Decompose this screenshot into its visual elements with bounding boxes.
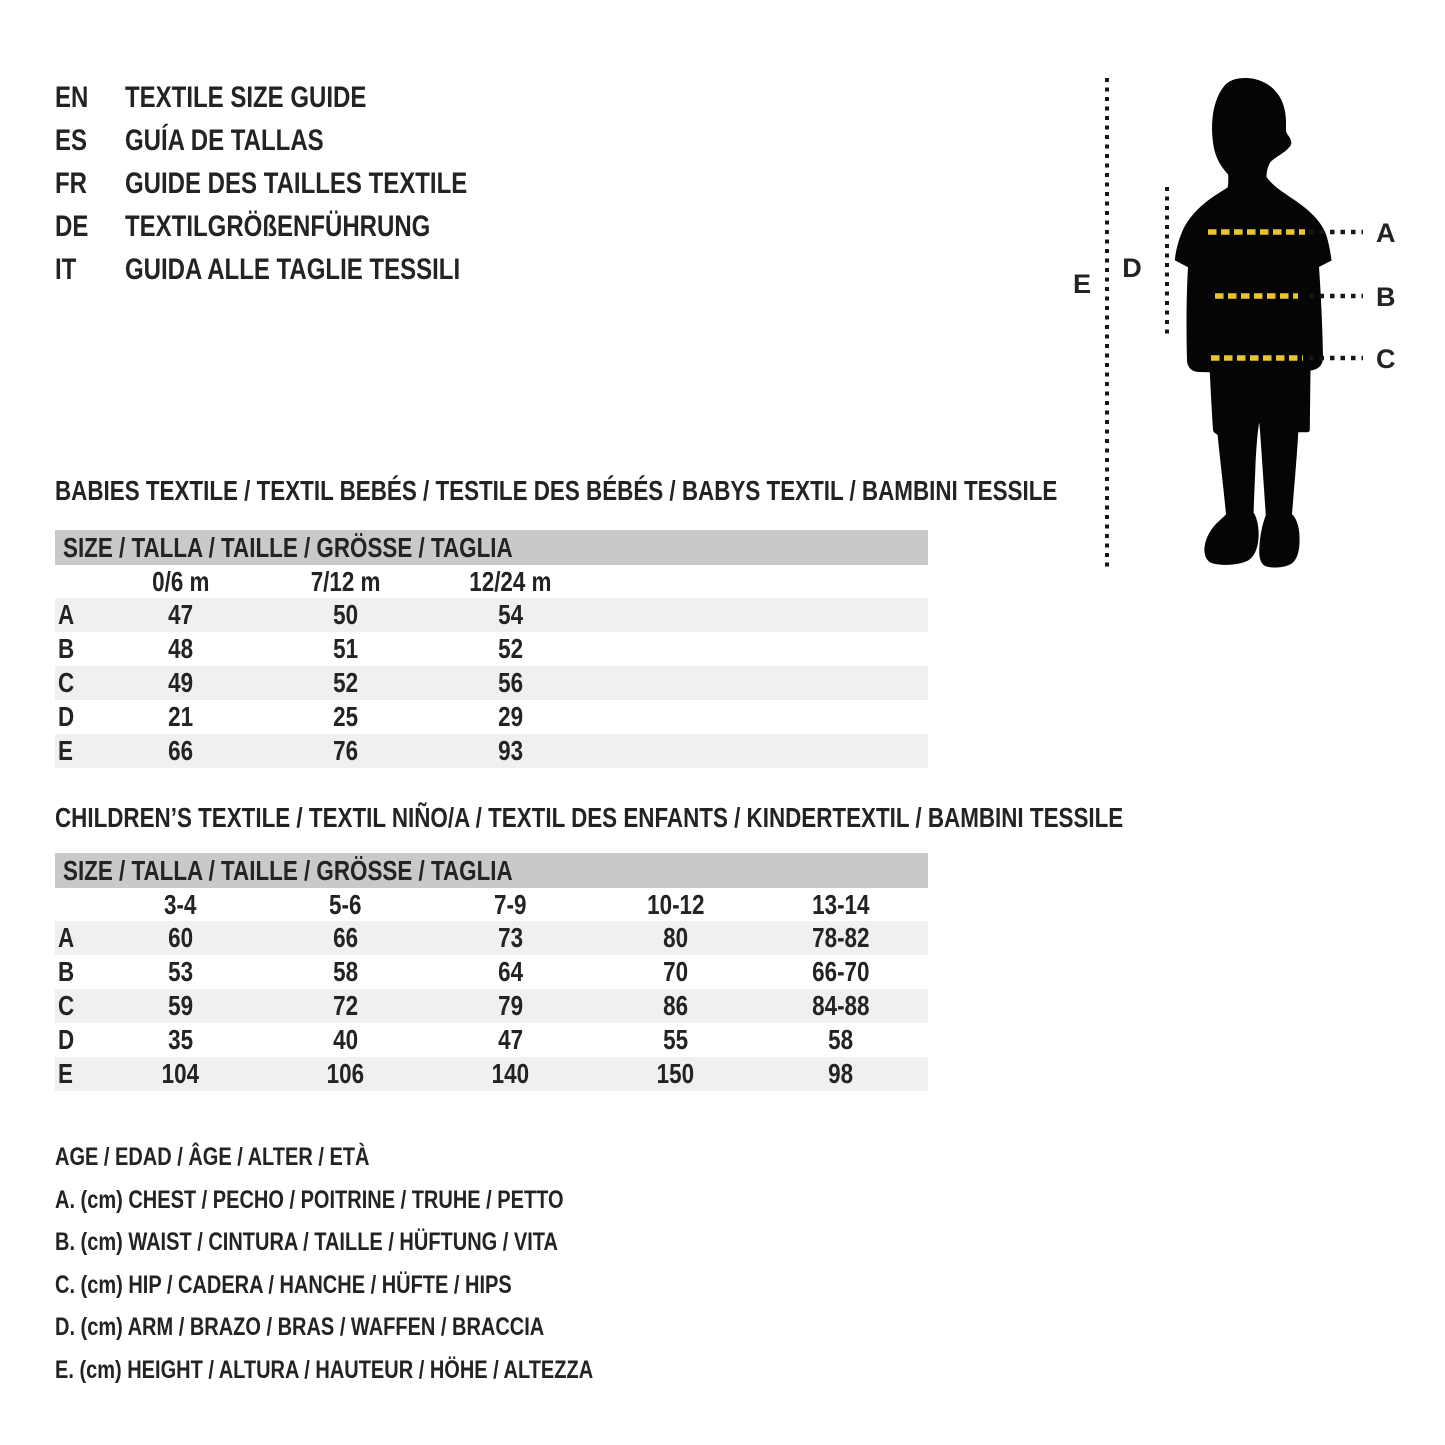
cell-value-text: 78-82 — [811, 922, 870, 953]
children-table-body — [55, 888, 928, 1091]
cell-value-text: 84-88 — [811, 990, 870, 1021]
language-code — [55, 119, 125, 162]
cell-value — [98, 1057, 263, 1091]
language-code-text: EN — [55, 81, 89, 114]
column-header-text: 7-9 — [494, 889, 527, 920]
column-header-text: 7/12 m — [310, 566, 381, 597]
babies-size-header-text: SIZE / TALLA / TAILLE / GRÖSSE / TAGLIA — [63, 532, 513, 563]
cell-value-text: 60 — [168, 922, 193, 953]
legend-line-text: C. (cm) HIP / CADERA / HANCHE / HÜFTE / HIPS — [55, 1270, 512, 1299]
cell-value — [593, 1057, 758, 1091]
table-row — [55, 598, 928, 632]
cell-value — [593, 989, 758, 1023]
cell-value-text: 98 — [828, 1058, 853, 1089]
language-code-text: FR — [55, 167, 87, 200]
cell-value-text: 52 — [333, 667, 358, 698]
cell-value — [98, 598, 263, 632]
children-size-header-text: SIZE / TALLA / TAILLE / GRÖSSE / TAGLIA — [63, 855, 513, 886]
table-row — [55, 666, 928, 700]
language-title-text: TEXTILGRÖßENFÜHRUNG — [125, 210, 431, 243]
cell-value — [98, 955, 263, 989]
language-title-text: GUIDE DES TAILLES TEXTILE — [125, 167, 468, 200]
cell-value — [428, 598, 593, 632]
column-header-text: 10-12 — [646, 889, 705, 920]
cell-value — [593, 1023, 758, 1057]
cell-value — [98, 921, 263, 955]
cell-value-text: 47 — [498, 1024, 523, 1055]
table-row — [55, 700, 928, 734]
language-title — [125, 76, 427, 119]
size-columns-row — [55, 888, 928, 921]
cell-value — [428, 734, 593, 768]
silhouette-svg — [1070, 70, 1410, 580]
cell-value-text: 73 — [498, 922, 523, 953]
row-label-text: D — [58, 1024, 75, 1055]
cell-value-text: 66 — [333, 922, 358, 953]
language-code — [55, 162, 125, 205]
row-label — [55, 989, 98, 1023]
cell-value-text: 48 — [168, 633, 193, 664]
cell-value-text: 51 — [333, 633, 358, 664]
language-title — [125, 205, 507, 248]
row-label-text: C — [58, 667, 75, 698]
children-section-title — [55, 803, 1390, 833]
row-label-text: E — [58, 1058, 73, 1089]
babies-table-body — [55, 565, 928, 768]
column-header-text: 13-14 — [811, 889, 870, 920]
legend-line — [55, 1136, 728, 1179]
table-row — [55, 955, 928, 989]
row-label — [55, 700, 98, 734]
legend-line-text: E. (cm) HEIGHT / ALTURA / HAUTEUR / HÖHE / ALTEZZA — [55, 1355, 594, 1384]
size-columns-row — [55, 565, 928, 598]
language-code — [55, 205, 125, 248]
language-code-text: ES — [55, 124, 88, 157]
cell-value — [263, 598, 428, 632]
cell-value-text: 49 — [168, 667, 193, 698]
size-columns-spacer — [55, 565, 98, 598]
language-row — [55, 162, 553, 205]
cell-value-text: 53 — [168, 956, 193, 987]
cell-value-text: 21 — [168, 701, 193, 732]
language-title-list — [55, 76, 553, 291]
cell-value — [428, 955, 593, 989]
cell-value — [428, 632, 593, 666]
cell-value — [98, 989, 263, 1023]
row-label-text: B — [58, 956, 75, 987]
cell-value — [758, 921, 923, 955]
table-row — [55, 989, 928, 1023]
column-header — [593, 888, 758, 921]
cell-value-text: 47 — [168, 599, 193, 630]
language-title — [125, 248, 544, 291]
legend-line-text: D. (cm) ARM / BRAZO / BRAS / WAFFEN / BRACCIA — [55, 1313, 545, 1341]
column-header — [428, 565, 593, 598]
figure-label-A: A — [1376, 218, 1396, 248]
language-title-text: TEXTILE SIZE GUIDE — [125, 81, 367, 114]
row-label — [55, 921, 98, 955]
cell-value — [98, 666, 263, 700]
table-row — [55, 1023, 928, 1057]
cell-value-text: 76 — [333, 735, 358, 766]
language-code-text: IT — [55, 253, 77, 286]
cell-value-text: 40 — [333, 1024, 358, 1055]
cell-value — [263, 734, 428, 768]
column-header — [428, 888, 593, 921]
figure-label-E: E — [1073, 269, 1092, 299]
cell-value — [98, 734, 263, 768]
figure-label-D: D — [1122, 253, 1142, 283]
child-silhouette — [1175, 78, 1332, 568]
cell-value-text: 104 — [161, 1058, 200, 1089]
table-row — [55, 921, 928, 955]
column-header-text: 5-6 — [329, 889, 362, 920]
figure-label-C: C — [1376, 344, 1396, 374]
cell-value — [758, 989, 923, 1023]
cell-value-text: 64 — [498, 956, 523, 987]
cell-value — [263, 989, 428, 1023]
children-size-table — [55, 853, 928, 1091]
column-header — [98, 565, 263, 598]
cell-value-text: 25 — [333, 701, 358, 732]
cell-value — [758, 955, 923, 989]
row-label — [55, 632, 98, 666]
cell-value-text: 35 — [168, 1024, 193, 1055]
cell-value-text: 52 — [498, 633, 523, 664]
cell-value-text: 150 — [656, 1058, 695, 1089]
cell-value — [98, 1023, 263, 1057]
size-columns-spacer — [55, 888, 98, 921]
table-row — [55, 1057, 928, 1091]
column-header — [263, 565, 428, 598]
cell-value-text: 58 — [828, 1024, 853, 1055]
cell-value — [593, 955, 758, 989]
language-row — [55, 248, 553, 291]
language-row — [55, 205, 553, 248]
cell-value-text: 59 — [168, 990, 193, 1021]
cell-value-text: 29 — [498, 701, 523, 732]
row-label-text: D — [58, 701, 75, 732]
language-title-text: GUÍA DE TALLAS — [125, 124, 324, 157]
cell-value-text: 66 — [168, 735, 193, 766]
language-row — [55, 119, 553, 162]
cell-value — [263, 632, 428, 666]
cell-value-text: 50 — [333, 599, 358, 630]
legend-line-text: B. (cm) WAIST / CINTURA / TAILLE / HÜFTUNG / VITA — [55, 1228, 558, 1256]
cell-value — [428, 921, 593, 955]
cell-value — [98, 632, 263, 666]
babies-section-title-text: BABIES TEXTILE / TEXTIL BEBÉS / TESTILE DES BÉBÉS / BABYS TEXTIL / BAMBINI TESSILE — [55, 475, 1058, 506]
row-label — [55, 598, 98, 632]
table-row — [55, 734, 928, 768]
cell-value — [758, 1023, 923, 1057]
language-code-text: DE — [55, 210, 89, 243]
cell-value-text: 79 — [498, 990, 523, 1021]
language-code — [55, 248, 125, 291]
cell-value-text: 140 — [491, 1058, 530, 1089]
cell-value — [428, 989, 593, 1023]
legend-line — [55, 1306, 728, 1349]
cell-value — [758, 1057, 923, 1091]
column-header-text: 12/24 m — [469, 566, 552, 597]
cell-value-text: 70 — [663, 956, 688, 987]
cell-value-text: 58 — [333, 956, 358, 987]
cell-value-text: 54 — [498, 599, 523, 630]
column-header-text: 0/6 m — [151, 566, 210, 597]
cell-value-text: 55 — [663, 1024, 688, 1055]
cell-value — [428, 1023, 593, 1057]
babies-size-table — [55, 530, 928, 768]
cell-value-text: 56 — [498, 667, 523, 698]
row-label-text: E — [58, 735, 73, 766]
measurement-legend — [55, 1136, 728, 1391]
row-label — [55, 955, 98, 989]
cell-value — [263, 955, 428, 989]
legend-line — [55, 1179, 728, 1222]
cell-value — [263, 1057, 428, 1091]
column-header-text: 3-4 — [164, 889, 197, 920]
cell-value-text: 93 — [498, 735, 523, 766]
row-label — [55, 1023, 98, 1057]
cell-value — [263, 1023, 428, 1057]
figure-label-B: B — [1376, 282, 1396, 312]
cell-value — [593, 921, 758, 955]
child-silhouette-figure — [1070, 70, 1410, 580]
row-label-text: C — [58, 990, 75, 1021]
row-label — [55, 734, 98, 768]
language-title — [125, 119, 373, 162]
row-label — [55, 1057, 98, 1091]
column-header — [263, 888, 428, 921]
cell-value-text: 86 — [663, 990, 688, 1021]
column-header — [98, 888, 263, 921]
row-label-text: A — [58, 922, 75, 953]
cell-value-text: 106 — [326, 1058, 365, 1089]
language-code — [55, 76, 125, 119]
language-row — [55, 76, 553, 119]
cell-value — [428, 1057, 593, 1091]
cell-value — [263, 700, 428, 734]
cell-value-text: 72 — [333, 990, 358, 1021]
table-row — [55, 632, 928, 666]
legend-line — [55, 1264, 728, 1307]
cell-value — [428, 700, 593, 734]
cell-value-text: 80 — [663, 922, 688, 953]
children-size-header-bar — [55, 853, 928, 888]
cell-value — [263, 666, 428, 700]
language-title-text: GUIDA ALLE TAGLIE TESSILI — [125, 253, 461, 286]
legend-line-text: A. (cm) CHEST / PECHO / POITRINE / TRUHE / PETTO — [55, 1185, 564, 1214]
babies-size-header-bar — [55, 530, 928, 565]
cell-value — [263, 921, 428, 955]
cell-value — [98, 700, 263, 734]
row-label-text: B — [58, 633, 75, 664]
cell-value — [428, 666, 593, 700]
row-label — [55, 666, 98, 700]
legend-line-text: AGE / EDAD / ÂGE / ALTER / ETÀ — [55, 1143, 370, 1171]
legend-line — [55, 1221, 728, 1264]
language-title — [125, 162, 553, 205]
column-header — [758, 888, 923, 921]
legend-line — [55, 1349, 728, 1392]
row-label-text: A — [58, 599, 75, 630]
cell-value-text: 66-70 — [811, 956, 870, 987]
children-section-title-text: CHILDREN’S TEXTILE / TEXTIL NIÑO/A / TEXTIL DES ENFANTS / KINDERTEXTIL / BAMBINI TESSILE — [55, 802, 1124, 833]
